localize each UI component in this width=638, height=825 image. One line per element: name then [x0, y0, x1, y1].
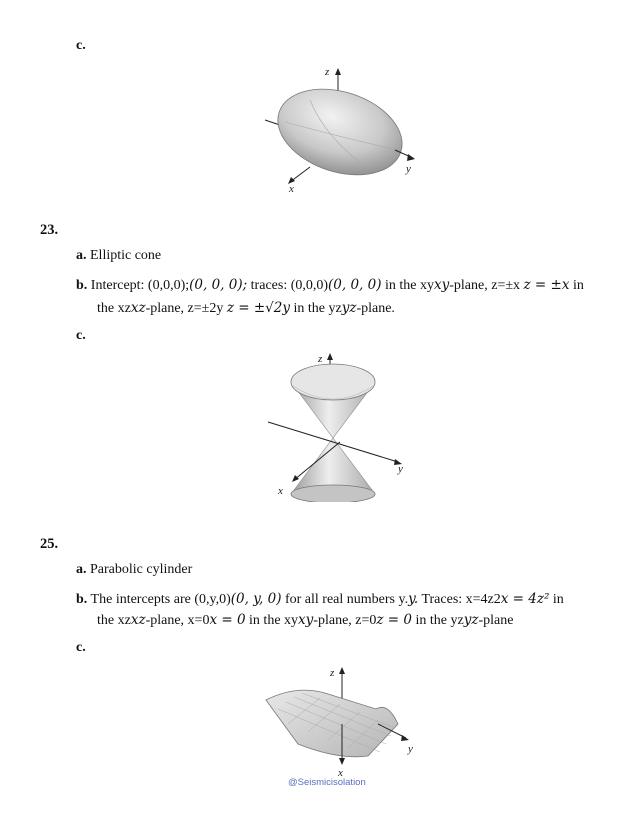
p23-b-text: Intercept: (0,0,0);: [90, 278, 190, 293]
y-axis-label: y: [406, 163, 411, 175]
p23-a-text: Elliptic cone: [90, 248, 162, 263]
z-axis-label: z: [330, 667, 335, 679]
p25-b-label: b.: [76, 592, 88, 607]
p25-b-text: the xz: [97, 613, 131, 628]
p25-c-label: c.: [76, 640, 86, 655]
p25-part-a: [76, 562, 192, 578]
p23-b-text: -plane, z=±x: [449, 278, 521, 293]
p25-b-math: xz: [130, 612, 146, 628]
p25-b-math: x = 4z²: [500, 591, 550, 607]
p25-b-text: in the xy: [249, 613, 299, 628]
p23-b-math: (0, 0, 0): [328, 277, 382, 293]
p23-b-text: in: [572, 278, 584, 293]
p23-b-math: (0, 0, 0);: [189, 277, 248, 293]
problem-number-23: 23.: [40, 222, 59, 238]
p25-b-text: -plane, z=0: [313, 613, 377, 628]
p23-b-text: -plane.: [356, 301, 395, 316]
p25-part-b-line1: [76, 591, 564, 608]
y-axis-label: y: [398, 463, 403, 475]
p25-b-math: x = 0: [209, 612, 246, 628]
p25-part-b-line2: [97, 612, 513, 629]
elliptic-cone-figure: [258, 352, 418, 502]
p23-c-label: c.: [76, 328, 86, 343]
p25-b-text: Traces: x=4z2: [421, 592, 501, 607]
p23-b-math: xy: [434, 277, 450, 293]
p23-b-text: in the yz: [293, 301, 342, 316]
p25-b-math: y.: [408, 591, 419, 607]
watermark: @Seismicisolation: [288, 777, 366, 788]
p25-a-label: a.: [76, 562, 87, 577]
p23-b-math: z = ±x: [523, 277, 570, 293]
p25-b-math: z = 0: [376, 612, 412, 628]
p23-b-math: yz: [341, 300, 357, 316]
p23-b-text: traces: (0,0,0): [250, 278, 329, 293]
ellipsoid-surface: [267, 74, 413, 190]
p25-b-text: in: [552, 592, 564, 607]
p23-b-text: the xz: [97, 301, 131, 316]
p25-b-text: The intercepts are (0,y,0): [90, 592, 231, 607]
z-axis-label: z: [318, 353, 323, 365]
p23-b-math: z = ±√2y: [226, 300, 290, 316]
p25-b-text: -plane: [478, 613, 514, 628]
p25-b-math: yz: [463, 612, 479, 628]
p23-part-b-line1: [76, 277, 584, 294]
p23-b-text: -plane, z=±2y: [145, 301, 224, 316]
p23-part-b-line2: [97, 300, 395, 317]
x-axis-label: x: [289, 183, 294, 195]
ellipsoid-figure: [255, 62, 425, 197]
cylinder-surface: [266, 690, 398, 757]
p25-b-math: xy: [298, 612, 314, 628]
p25-b-text: -plane, x=0: [145, 613, 210, 628]
p25-a-text: Parabolic cylinder: [90, 562, 193, 577]
x-axis-label: x: [278, 485, 283, 497]
y-axis-label: y: [408, 743, 413, 755]
p23-a-label: a.: [76, 248, 87, 263]
p25-b-text: for all real numbers y.: [284, 592, 409, 607]
p23-b-text: in the xy: [385, 278, 434, 293]
p23-b-math: xz: [130, 300, 146, 316]
x-axis-label: x: [338, 767, 343, 779]
p25-b-text: in the yz: [415, 613, 464, 628]
item-c-label: c.: [76, 38, 86, 53]
p23-part-a: [76, 248, 161, 264]
problem-number-25: 25.: [40, 536, 59, 552]
z-axis-label: z: [325, 66, 330, 78]
p25-b-math: (0, y, 0): [230, 591, 282, 607]
p23-b-label: b.: [76, 278, 88, 293]
parabolic-cylinder-figure: [258, 664, 428, 779]
